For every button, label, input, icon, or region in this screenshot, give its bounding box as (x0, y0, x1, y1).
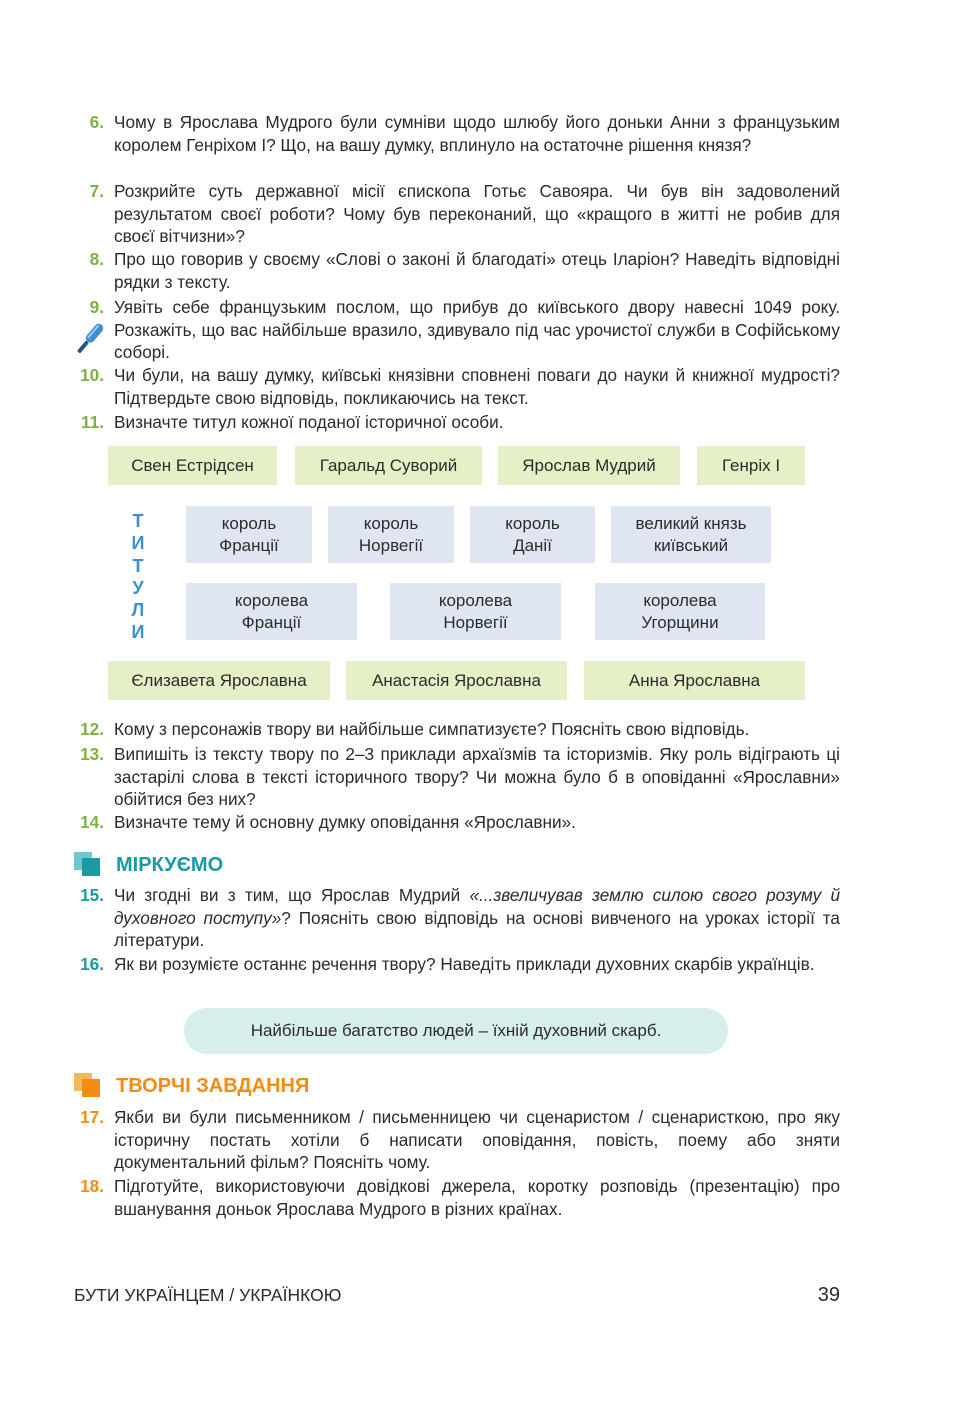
person-box[interactable]: Ярослав Мудрий (498, 446, 680, 485)
title-box[interactable]: король Франції (186, 506, 312, 563)
question-text: Чи були, на вашу думку, київські князівни сповнені поваги до науки й книжної мудрості? Підтвердьте свою відповідь, покликаючись на текст. (114, 365, 840, 408)
section-marker-icon (82, 1079, 100, 1097)
quote-text: «...звеличував землю силою свого розуму й духовного поступу» (114, 885, 840, 928)
question-text: Визначте титул кожної поданої історичної особи. (114, 412, 504, 432)
question-number: 14. (80, 812, 104, 832)
quote-box: Найбільше багатство людей – їхній духовний скарб. (184, 1008, 728, 1054)
question-text: Про що говорив у своєму «Слові о законі й благодаті» отець Іларіон? Наведіть відповідні рядки з тексту. (114, 249, 840, 292)
question-8 (74, 248, 840, 293)
question-11 (74, 411, 840, 434)
question-text: Чи згодні ви з тим, що Ярослав Мудрий «...звеличував землю силою свого розуму й духовного поступу»? Поясніть свою відповідь на основі вивченого на уроках історії та літератури. (114, 885, 840, 950)
title-box[interactable]: великий князь київський (611, 506, 771, 563)
question-14 (74, 811, 840, 834)
question-number: 18. (80, 1176, 104, 1196)
question-text: Кому з персонажів твору ви найбільше симпатизуєте? Поясніть свою відповідь. (114, 719, 750, 739)
question-number: 11. (81, 412, 104, 432)
question-16 (74, 953, 840, 976)
person-box[interactable]: Генріх І (697, 446, 805, 485)
question-number: 17. (80, 1107, 104, 1127)
titles-vertical-label: Т И Т У Л И (131, 511, 145, 643)
question-text: Визначте тему й основну думку оповідання «Ярославни». (114, 812, 576, 832)
section-title: МІРКУЄМО (116, 854, 224, 876)
question-text: Випишіть із тексту твору по 2–3 приклади архаїзмів та історизмів. Яку роль відіграють ці застарілі слова в тексті історичного твору? Чи можна було б в оповіданні «Ярославни» обійтися без них? (114, 744, 840, 809)
question-7 (74, 180, 840, 248)
question-text: Уявіть себе французьким послом, що прибув до київського двору навесні 1049 року. Розкажіть, що вас найбільше вразило, здивувало під час урочистої служби в Софійському соборі. (114, 297, 840, 362)
footer-book-title: БУТИ УКРАЇНЦЕМ / УКРАЇНКОЮ (74, 1285, 342, 1305)
title-box[interactable]: королева Угорщини (595, 583, 765, 640)
question-number: 15. (80, 885, 104, 905)
section-marker-icon (82, 858, 100, 876)
question-17 (74, 1106, 840, 1174)
question-text: Підготуйте, використовуючи довідкові джерела, коротку розповідь (презентацію) про вшанування доньок Ярослава Мудрого в різних країнах. (114, 1176, 840, 1219)
question-text: Як ви розумієте останнє речення твору? Наведіть приклади духовних скарбів українців. (114, 954, 815, 974)
section-title: ТВОРЧІ ЗАВДАННЯ (116, 1075, 310, 1097)
question-text: Розкрийте суть державної місії єпископа Готьє Савояра. Чи був він задоволений результатом своєї роботи? Чому був переконаний, що «кращого в житті не робив для своєї вітчизни»? (114, 181, 840, 246)
question-6 (74, 111, 840, 156)
title-box[interactable]: король Норвегії (328, 506, 454, 563)
question-18 (74, 1175, 840, 1220)
question-number: 8. (89, 249, 104, 269)
title-box[interactable]: королева Франції (186, 583, 357, 640)
question-number: 10. (80, 365, 104, 385)
question-number: 12. (80, 719, 104, 739)
title-box[interactable]: королева Норвегії (390, 583, 561, 640)
question-13 (74, 743, 840, 811)
question-15 (74, 884, 840, 952)
question-number: 6. (89, 112, 104, 132)
title-box[interactable]: король Данії (470, 506, 595, 563)
question-10 (74, 364, 840, 409)
person-box[interactable]: Гаральд Суворий (295, 446, 482, 485)
question-number: 7. (89, 181, 104, 201)
question-number: 16. (80, 954, 104, 974)
person-box[interactable]: Анастасія Ярославна (346, 661, 567, 700)
question-text: Якби ви були письменником / письменницею чи сценаристом / сценаристкою, про яку історичну постать хотіли б написати оповідання, повість, поему або зняти документальний фільм? Поясніть чому. (114, 1107, 840, 1172)
question-text: Чому в Ярослава Мудрого були сумніви щодо шлюбу його доньки Анни з французьким королем Генріхом І? Що, на вашу думку, вплинуло на остаточне рішення князя? (114, 112, 840, 155)
person-box[interactable]: Свен Естрідсен (108, 446, 277, 485)
person-box[interactable]: Єлизавета Ярославна (108, 661, 330, 700)
page-number: 39 (817, 1284, 840, 1306)
question-number: 13. (80, 744, 104, 764)
question-9 (74, 296, 840, 364)
microphone-icon (68, 318, 110, 360)
person-box[interactable]: Анна Ярославна (584, 661, 805, 700)
question-12 (74, 718, 840, 741)
question-number: 9. (89, 297, 104, 317)
